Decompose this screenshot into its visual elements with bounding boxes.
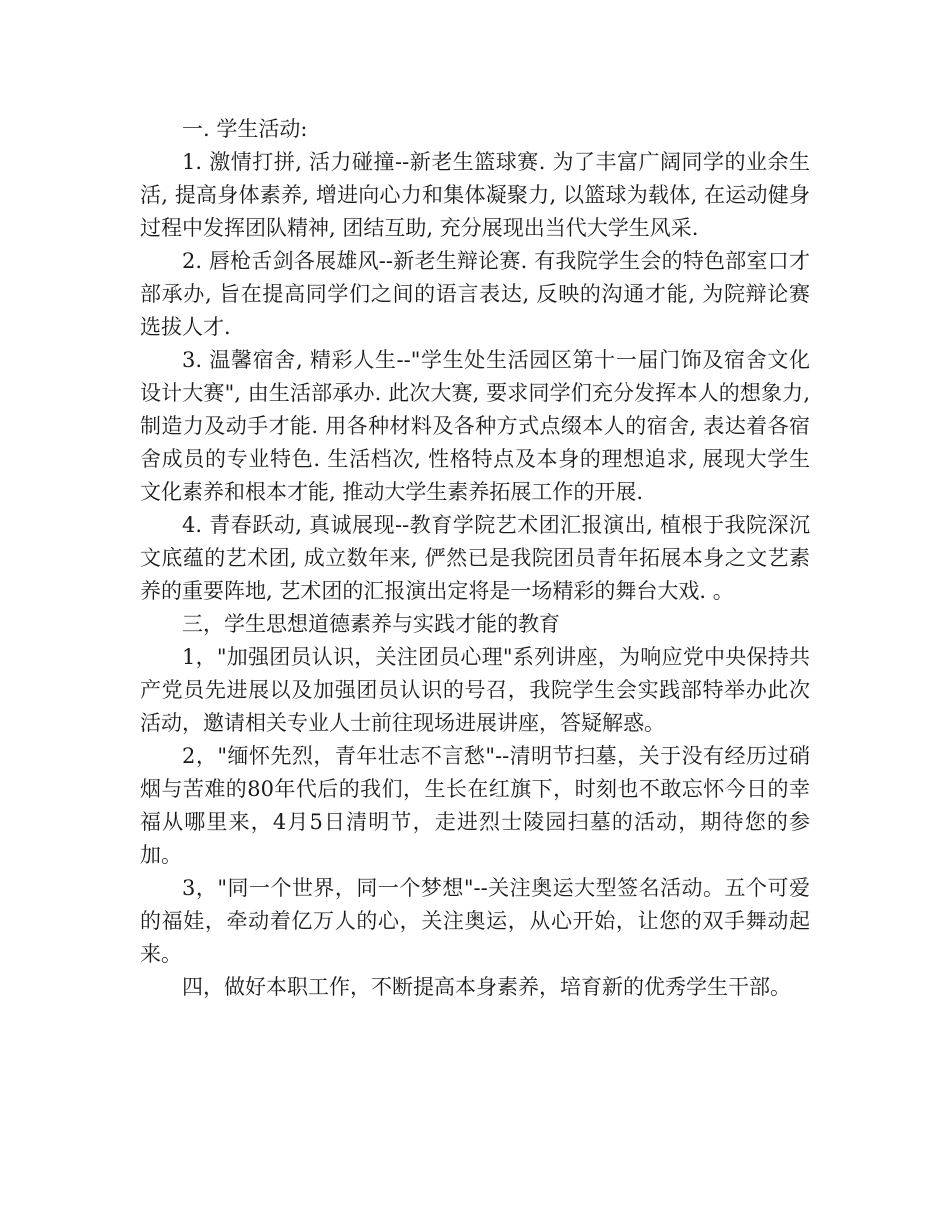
paragraph-debate: 2. 唇枪舌剑各展雄风--新老生辩论赛. 有我院学生会的特色部室口才部承办, 旨在提高同学们之间的语言表达, 反映的沟通才能, 为院辩论赛选拔人才. (140, 249, 810, 339)
document-body (140, 113, 810, 1004)
paragraph-basketball-game: 1. 激情打拼, 活力碰撞--新老生篮球赛. 为了丰富广阔同学的业余生活, 提高身体素养, 增进向心力和集体凝聚力, 以篮球为载体, 在运动健身过程中发挥团队精神, 团结互助, 充分展现出当代大学生风采. (140, 150, 810, 240)
section-heading-student-activities: 一. 学生活动: (182, 117, 308, 141)
section-heading-cadre-training: 四，做好本职工作，不断提高本身素养，培育新的优秀学生干部。 (182, 975, 791, 999)
paragraph-olympics-signing: 3，"同一个世界，同一个梦想"--关注奥运大型签名活动。五个可爱的福娃，牵动着亿万人的心，关注奥运，从心开始，让您的双手舞动起来。 (140, 876, 810, 966)
paragraph-art-troupe: 4. 青春跃动, 真诚展现--教育学院艺术团汇报演出, 植根于我院深沉文底蕴的艺术团, 成立数年来, 俨然已是我院团员青年拓展本身之文艺素养的重要阵地, 艺术团的汇报演出定将是一场精彩的舞台大戏. 。 (140, 513, 810, 603)
paragraph-lecture-series: 1，"加强团员认识，关注团员心理"系列讲座，为响应党中央保持共产党员先进展以及加强团员认识的号召，我院学生会实践部特举办此次活动，邀请相关专业人士前往现场进展讲座，答疑解惑。 (140, 645, 810, 735)
section-heading-moral-education: 三，学生思想道德素养与实践才能的教育 (182, 612, 560, 636)
paragraph-tomb-sweeping: 2，"缅怀先烈，青年壮志不言愁"--清明节扫墓，关于没有经历过硝烟与苦难的80年代后的我们，生长在红旗下，时刻也不敢忘怀今日的幸福从哪里来，4月5日清明节，走进烈士陵园扫墓的活动，期待您的参加。 (140, 744, 810, 867)
paragraph-dorm-contest: 3. 温馨宿舍, 精彩人生--"学生处生活园区第十一届门饰及宿舍文化设计大赛", 由生活部承办. 此次大赛, 要求同学们充分发挥本人的想象力, 制造力及动手才能. 用各种材料及各种方式点缀本人的宿舍, 表达着各宿舍成员的专业特色. 生活档次, 性格特点及本身的理想追求, 展现大学生文化素养和根本才能, 推动大学生素养拓展工作的开展. (140, 348, 810, 504)
